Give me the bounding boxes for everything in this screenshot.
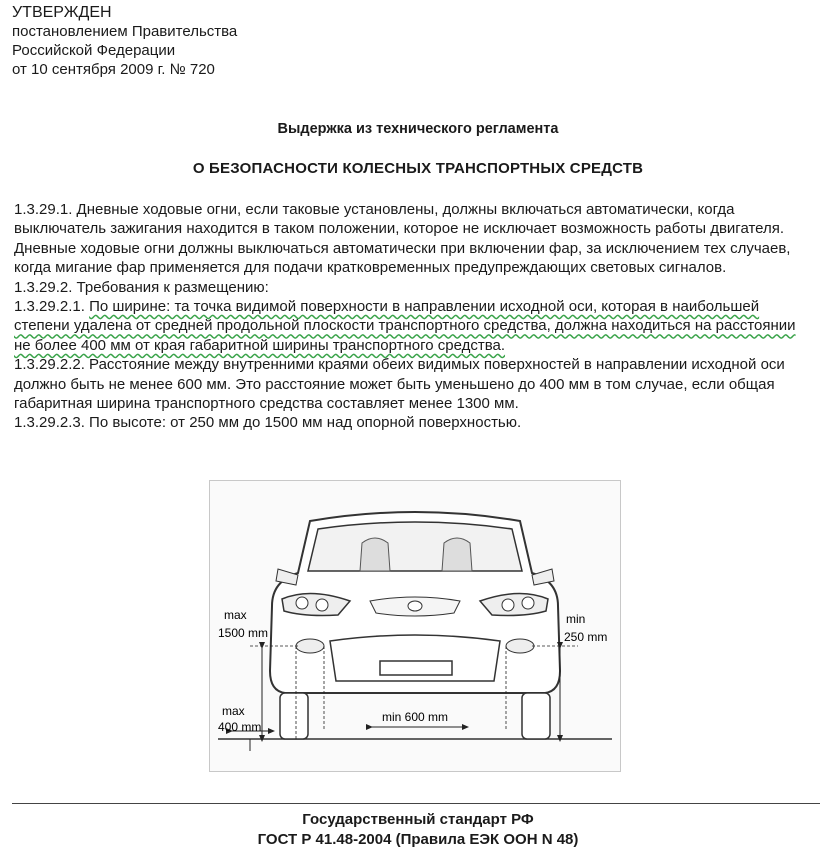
- label-1500: 1500 mm: [218, 626, 269, 640]
- seat: [360, 538, 390, 571]
- label-400: 400 mm: [218, 720, 262, 734]
- label-max: max: [222, 704, 245, 718]
- document-subtitle: Выдержка из технического регламента: [277, 121, 559, 137]
- approval-heading: УТВЕРЖДЕН: [12, 4, 112, 21]
- document-title: О БЕЗОПАСНОСТИ КОЛЕСНЫХ ТРАНСПОРТНЫХ СРЕДСТВ: [192, 160, 644, 177]
- label-600: min 600 mm: [382, 710, 449, 724]
- footer-standard: Государственный стандарт РФ: [302, 811, 534, 828]
- headlight-lens: [522, 597, 534, 609]
- label-250: 250 mm: [564, 630, 608, 644]
- license-plate: [380, 661, 452, 675]
- approval-block: [12, 3, 237, 79]
- windshield: [308, 522, 522, 571]
- clause-number: 1.3.29.2.1.: [14, 298, 90, 316]
- clause-1-3-29-2-2: 1.3.29.2.2. Расстояние между внутренними краями обеих видимых поверхностей в направлении исходной оси должно быть не менее 600 мм. Это расстояние может быть уменьшено до 400 мм в том случае, если общая габаритная ширина транспортного средства составляет менее 1300 мм.: [14, 356, 785, 413]
- headlight-lens: [296, 597, 308, 609]
- logo: [408, 601, 422, 611]
- mirror: [532, 569, 554, 585]
- underlined-text: По ширине: та точка видимой поверхности в направлении исходной оси, которая в наибольшей степени удалена от средней продольной плоскости транспортного средства, должна находиться на расстоянии не более 400 мм от края габаритной ширины транспортного средства.: [14, 298, 796, 354]
- footer-gost: ГОСТ Р 41.48-2004 (Правила ЕЭК ООН N 48): [257, 831, 579, 848]
- approval-line: постановлением Правительства: [12, 23, 238, 40]
- divider: [12, 803, 820, 804]
- clause-1-3-29-2: 1.3.29.2. Требования к размещению:: [14, 278, 269, 296]
- approval-date: от 10 сентября 2009 г. № 720: [12, 61, 215, 78]
- clause-1-3-29-1: 1.3.29.1. Дневные ходовые огни, если таковые установлены, должны включаться автоматически, когда выключатель зажигания находится в таком положении, которое не исключает возможность работы двигателя. Дневные ходовые огни должны выключаться автоматически при включении фар, за исключением тех случаев, когда мигание фар применяется для подачи кратковременных предупреждающих световых сигналов.: [14, 201, 791, 277]
- drl-left: [296, 639, 324, 653]
- approval-line: Российской Федерации: [12, 42, 176, 59]
- label-min: min: [566, 612, 586, 626]
- label-max: max: [224, 608, 247, 622]
- regulation-text: [14, 200, 814, 433]
- headlight-lens: [316, 599, 328, 611]
- car-front-illustration: [210, 481, 620, 771]
- wheel-left: [280, 693, 308, 739]
- car-lamp-placement-diagram: [209, 480, 621, 772]
- clause-1-3-29-2-1: [14, 297, 814, 355]
- mirror: [276, 569, 298, 585]
- wheel-right: [522, 693, 550, 739]
- headlight-lens: [502, 599, 514, 611]
- seat: [442, 538, 472, 571]
- drl-right: [506, 639, 534, 653]
- clause-1-3-29-2-3: 1.3.29.2.3. По высоте: от 250 мм до 1500 мм над опорной поверхностью.: [14, 414, 522, 432]
